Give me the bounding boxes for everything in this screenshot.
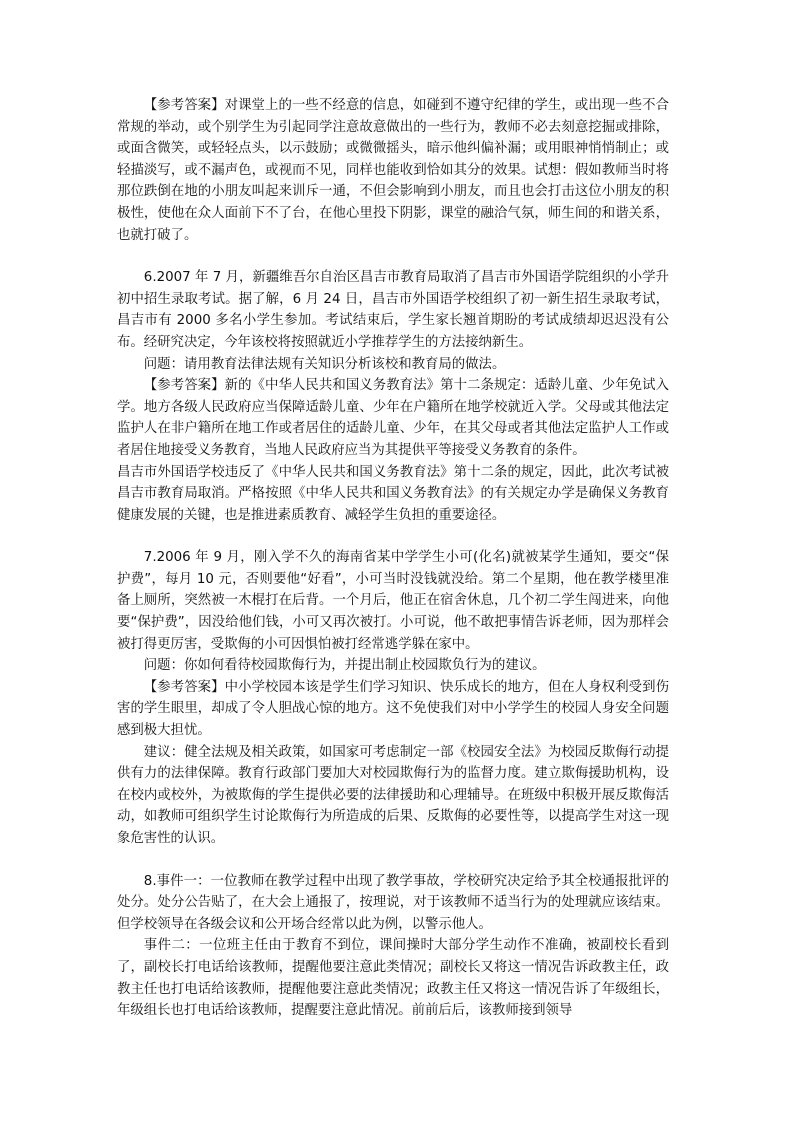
paragraph-gap [117, 246, 669, 267]
question-7-prompt: 问题：你如何看待校园欺侮行为，并提出制止校园欺负行为的建议。 [143, 658, 546, 674]
answer-7-advice: 建议：健全法规及相关政策，如国家可考虑制定一部《校园安全法》为校园反欺侮行动提供有力的法律保障。教育行政部门要加大对校园欺侮行为的监督力度。建立欺侮援助机构，设在校内或校外，为被欺侮的学生提供必要的法律援助和心理辅导。在班级中积极开展反欺侮活动，如教师可组织学生讨论欺侮行为所造成的后果、反欺侮的必要性等，以提高学生对这一现象危害性的认识。 [117, 744, 669, 846]
paragraph-gap [117, 526, 669, 547]
question-8-event-1: 8.事件一：一位教师在教学过程中出现了教学事故，学校研究决定给予其全校通报批评的处分。处分公告贴了，在大会上通报了，按理说，对于该教师不适当行为的处理就应该结束。但学校领导在各级会议和公开场合经常以此为例，以警示他人。 [117, 873, 669, 932]
answer-7: 【参考答案】中小学校园本该是学生们学习知识、快乐成长的地方，但在人身权利受到伤害的学生眼里，却成了令人胆战心惊的地方。这不免使我们对中小学学生的校园人身安全问题感到极大担忧。 [117, 679, 669, 739]
paragraph-gap [117, 850, 669, 871]
answer-6: 【参考答案】新的《中华人民共和国义务教育法》第十二条规定：适龄儿童、少年免试入学。地方各级人民政府应当保障适龄儿童、少年在户籍所在地学校就近入学。父母或其他法定监护人在非户籍所在地工作或者居住的适龄儿童、少年，在其父母或者其他法定监护人工作或者居住地接受义务教育，当地人民政府应当为其提供平等接受义务教育的条件。 [117, 378, 669, 458]
question-6-prompt: 问题：请用教育法律法规有关知识分析该校和教育局的做法。 [143, 356, 506, 372]
question-8-event-2: 事件二：一位班主任由于教育不到位，课间操时大部分学生动作不准确，被副校长看到了，副校长打电话给该教师，提醒他要注意此类情况；副校长又将这一情况告诉政教主任，政教主任也打电话给该教师，提醒他要注意此类情况；政教主任又将这一情况告诉了年级组长，年级组长也打电话给该教师，提醒要注意此情况。前前后后，该教师接到领导 [117, 938, 669, 1019]
question-7-case: 7.2006 年 9 月，刚入学不久的海南省某中学学生小可(化名)就被某学生通知，要交“保护费”，每月 10 元，否则要他“好看”，小可当时没钱就没给。第二个星期，他在教学楼里准备上厕所，突然被一木棍打在后背。一个月后，他正在宿舍休息，几个初二学生闯进来，向他要“保护费”，因没给他们钱，小可又再次被打。小可说，他不敢把事情告诉老师，因为那样会被打得更厉害，受欺侮的小可因惧怕被打经常逃学躲在家中。 [117, 550, 669, 652]
document-page [117, 95, 669, 1022]
answer-6-continued: 昌吉市外国语学校违反了《中华人民共和国义务教育法》第十二条的规定，因此，此次考试被昌吉市教育局取消。严格按照《中华人民共和国义务教育法》的有关规定办学是确保义务教育健康发展的关键，也是推进素质教育、减轻学生负担的重要途径。 [117, 464, 669, 523]
question-6-case: 6.2007 年 7 月，新疆维吾尔自治区昌吉市教育局取消了昌吉市外国语学院组织的小学升初中招生录取考试。据了解，6 月 24 日，昌吉市外国语学校组织了初一新生招生录取考试，昌吉市有 2000 多名小学生参加。考试结束后，学生家长翘首期盼的考试成绩却迟迟没有公布。经研究决定，今年该校将按照就近小学推荐学生的方法接纳新生。 [117, 270, 669, 350]
answer-paragraph-5: 【参考答案】对课堂上的一些不经意的信息，如碰到不遵守纪律的学生，或出现一些不合常规的举动，或个别学生为引起同学注意故意做出的一些行为，教师不必去刻意挖掘或排除，或面含微笑，或轻轻点头，以示鼓励；或微微摇头，暗示他纠偏补漏；或用眼神悄悄制止；或轻描淡写，或不漏声色，或视而不见，同样也能收到恰如其分的效果。试想：假如教师当时将那位跌倒在地的小朋友叫起来训斥一通，不但会影响到小朋友，而且也会打击这位小朋友的积极性，使他在众人面前下不了台，在他心里投下阴影，课堂的融洽气氛，师生间的和谐关系，也就打破了。 [117, 98, 669, 243]
